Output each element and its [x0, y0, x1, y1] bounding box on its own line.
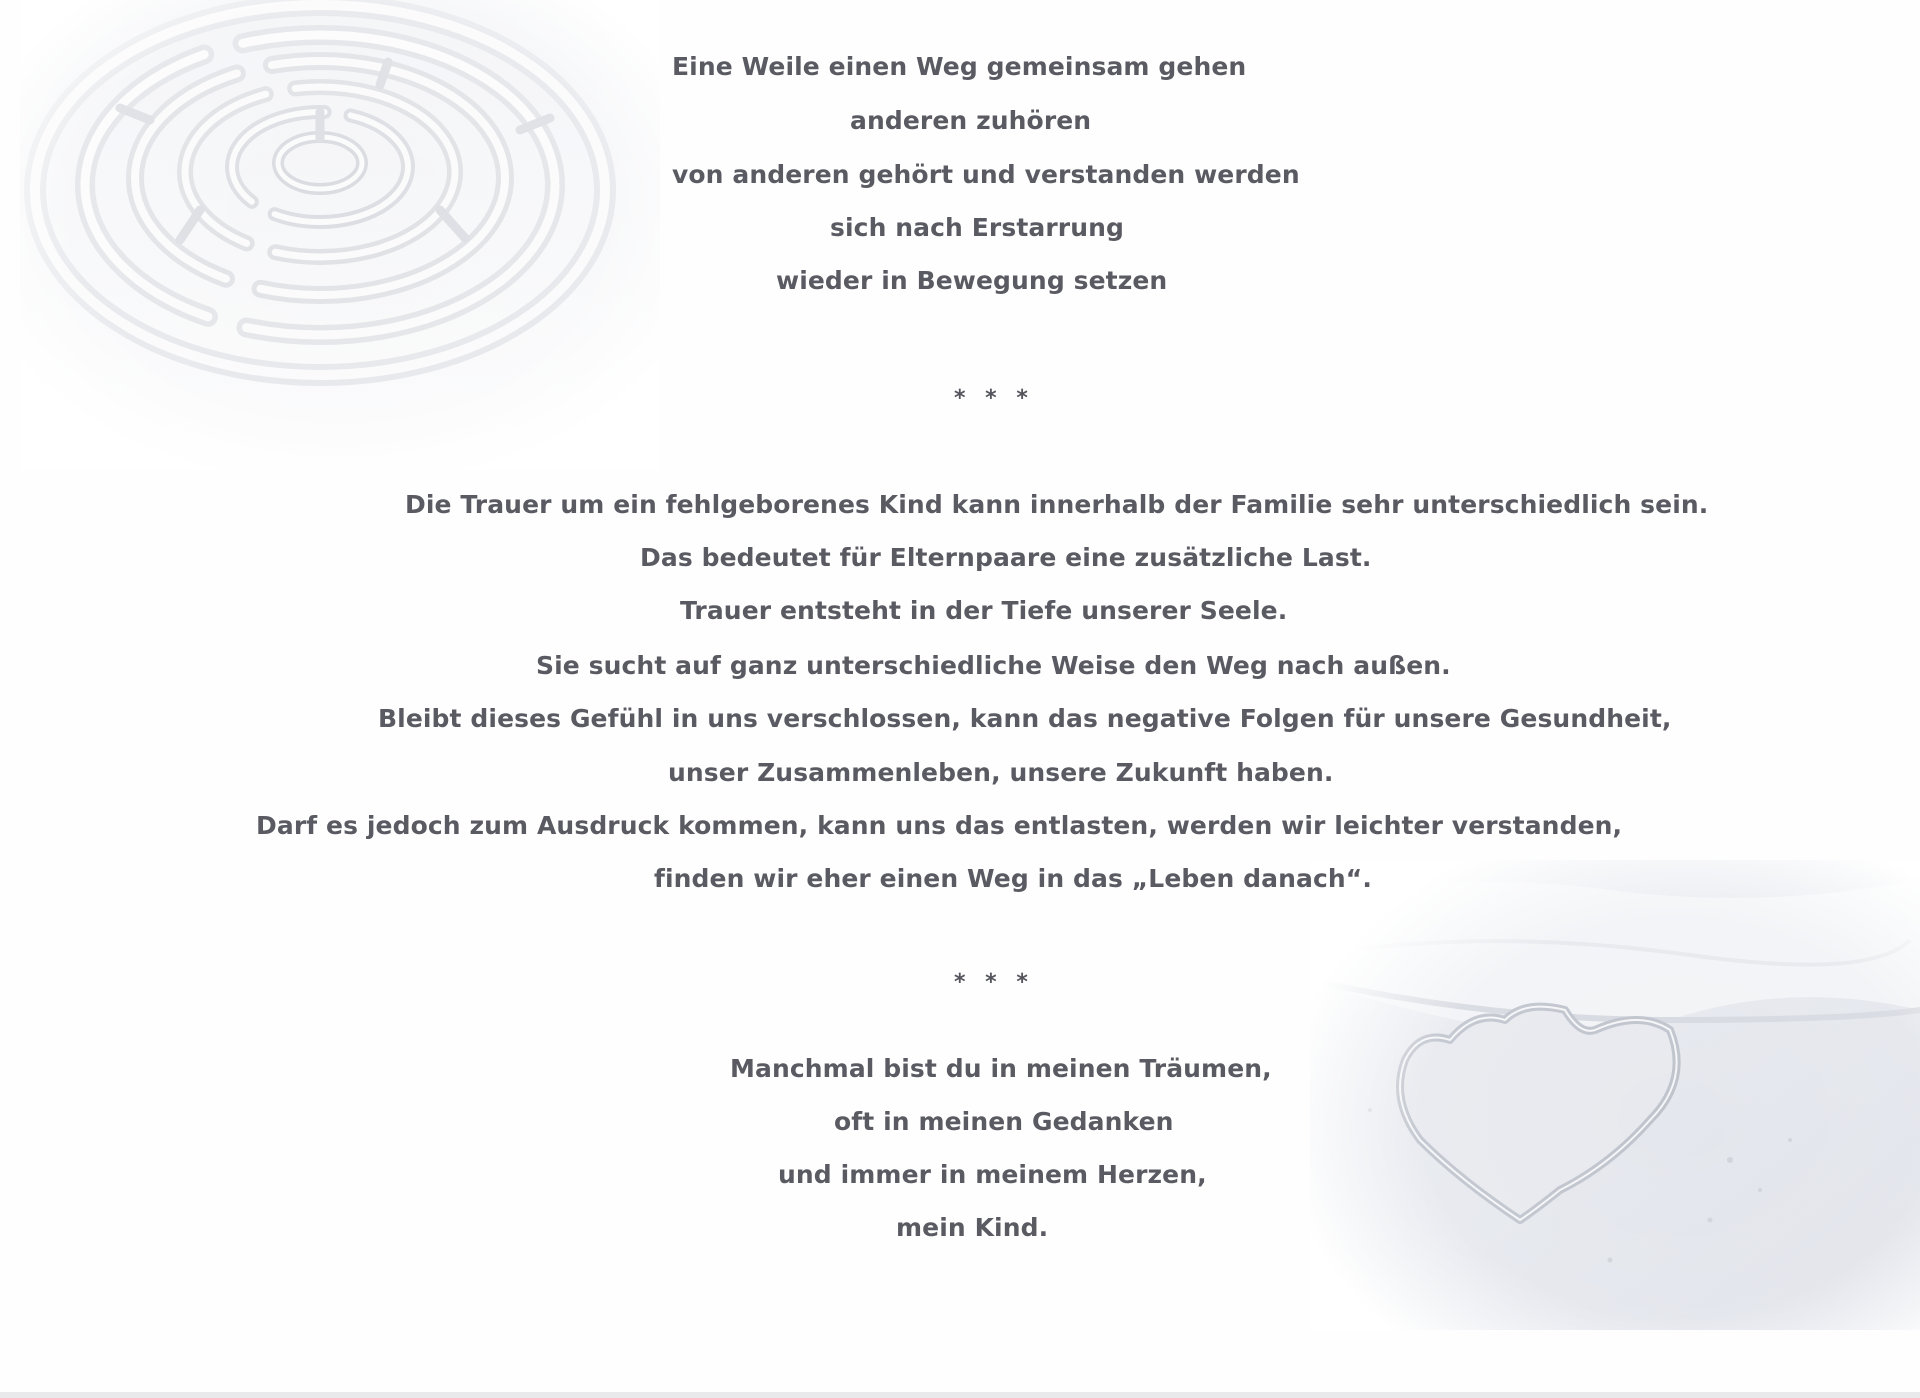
text-line: Trauer entsteht in der Tiefe unserer Seele. — [680, 596, 1288, 625]
maze-illustration — [20, 0, 660, 470]
text-line: von anderen gehört und verstanden werden — [672, 160, 1300, 189]
text-line: mein Kind. — [896, 1213, 1049, 1242]
text-line: Bleibt dieses Gefühl in uns verschlossen, kann das negative Folgen für unsere Gesundheit, — [378, 704, 1672, 733]
text-line: Die Trauer um ein fehlgeborenes Kind kann innerhalb der Familie sehr unterschiedlich sein. — [405, 490, 1709, 519]
separator: * * * — [954, 970, 1034, 995]
text-line: und immer in meinem Herzen, — [778, 1160, 1207, 1189]
text-line: wieder in Bewegung setzen — [776, 266, 1168, 295]
text-line: finden wir eher einen Weg in das „Leben danach“. — [654, 864, 1372, 893]
text-line: Eine Weile einen Weg gemeinsam gehen — [672, 52, 1247, 81]
text-line: oft in meinen Gedanken — [834, 1107, 1174, 1136]
separator: * * * — [954, 386, 1034, 411]
text-line: unser Zusammenleben, unsere Zukunft haben. — [668, 758, 1334, 787]
heart-in-sand-illustration — [1310, 860, 1920, 1330]
text-line: Das bedeutet für Elternpaare eine zusätzliche Last. — [640, 543, 1372, 572]
text-line: anderen zuhören — [850, 106, 1092, 135]
text-line: Sie sucht auf ganz unterschiedliche Weise den Weg nach außen. — [536, 651, 1451, 680]
scan-bottom-edge — [0, 1392, 1920, 1398]
text-line: sich nach Erstarrung — [830, 213, 1125, 242]
text-line: Manchmal bist du in meinen Träumen, — [730, 1054, 1272, 1083]
text-line: Darf es jedoch zum Ausdruck kommen, kann uns das entlasten, werden wir leichter verstanden, — [256, 811, 1623, 840]
